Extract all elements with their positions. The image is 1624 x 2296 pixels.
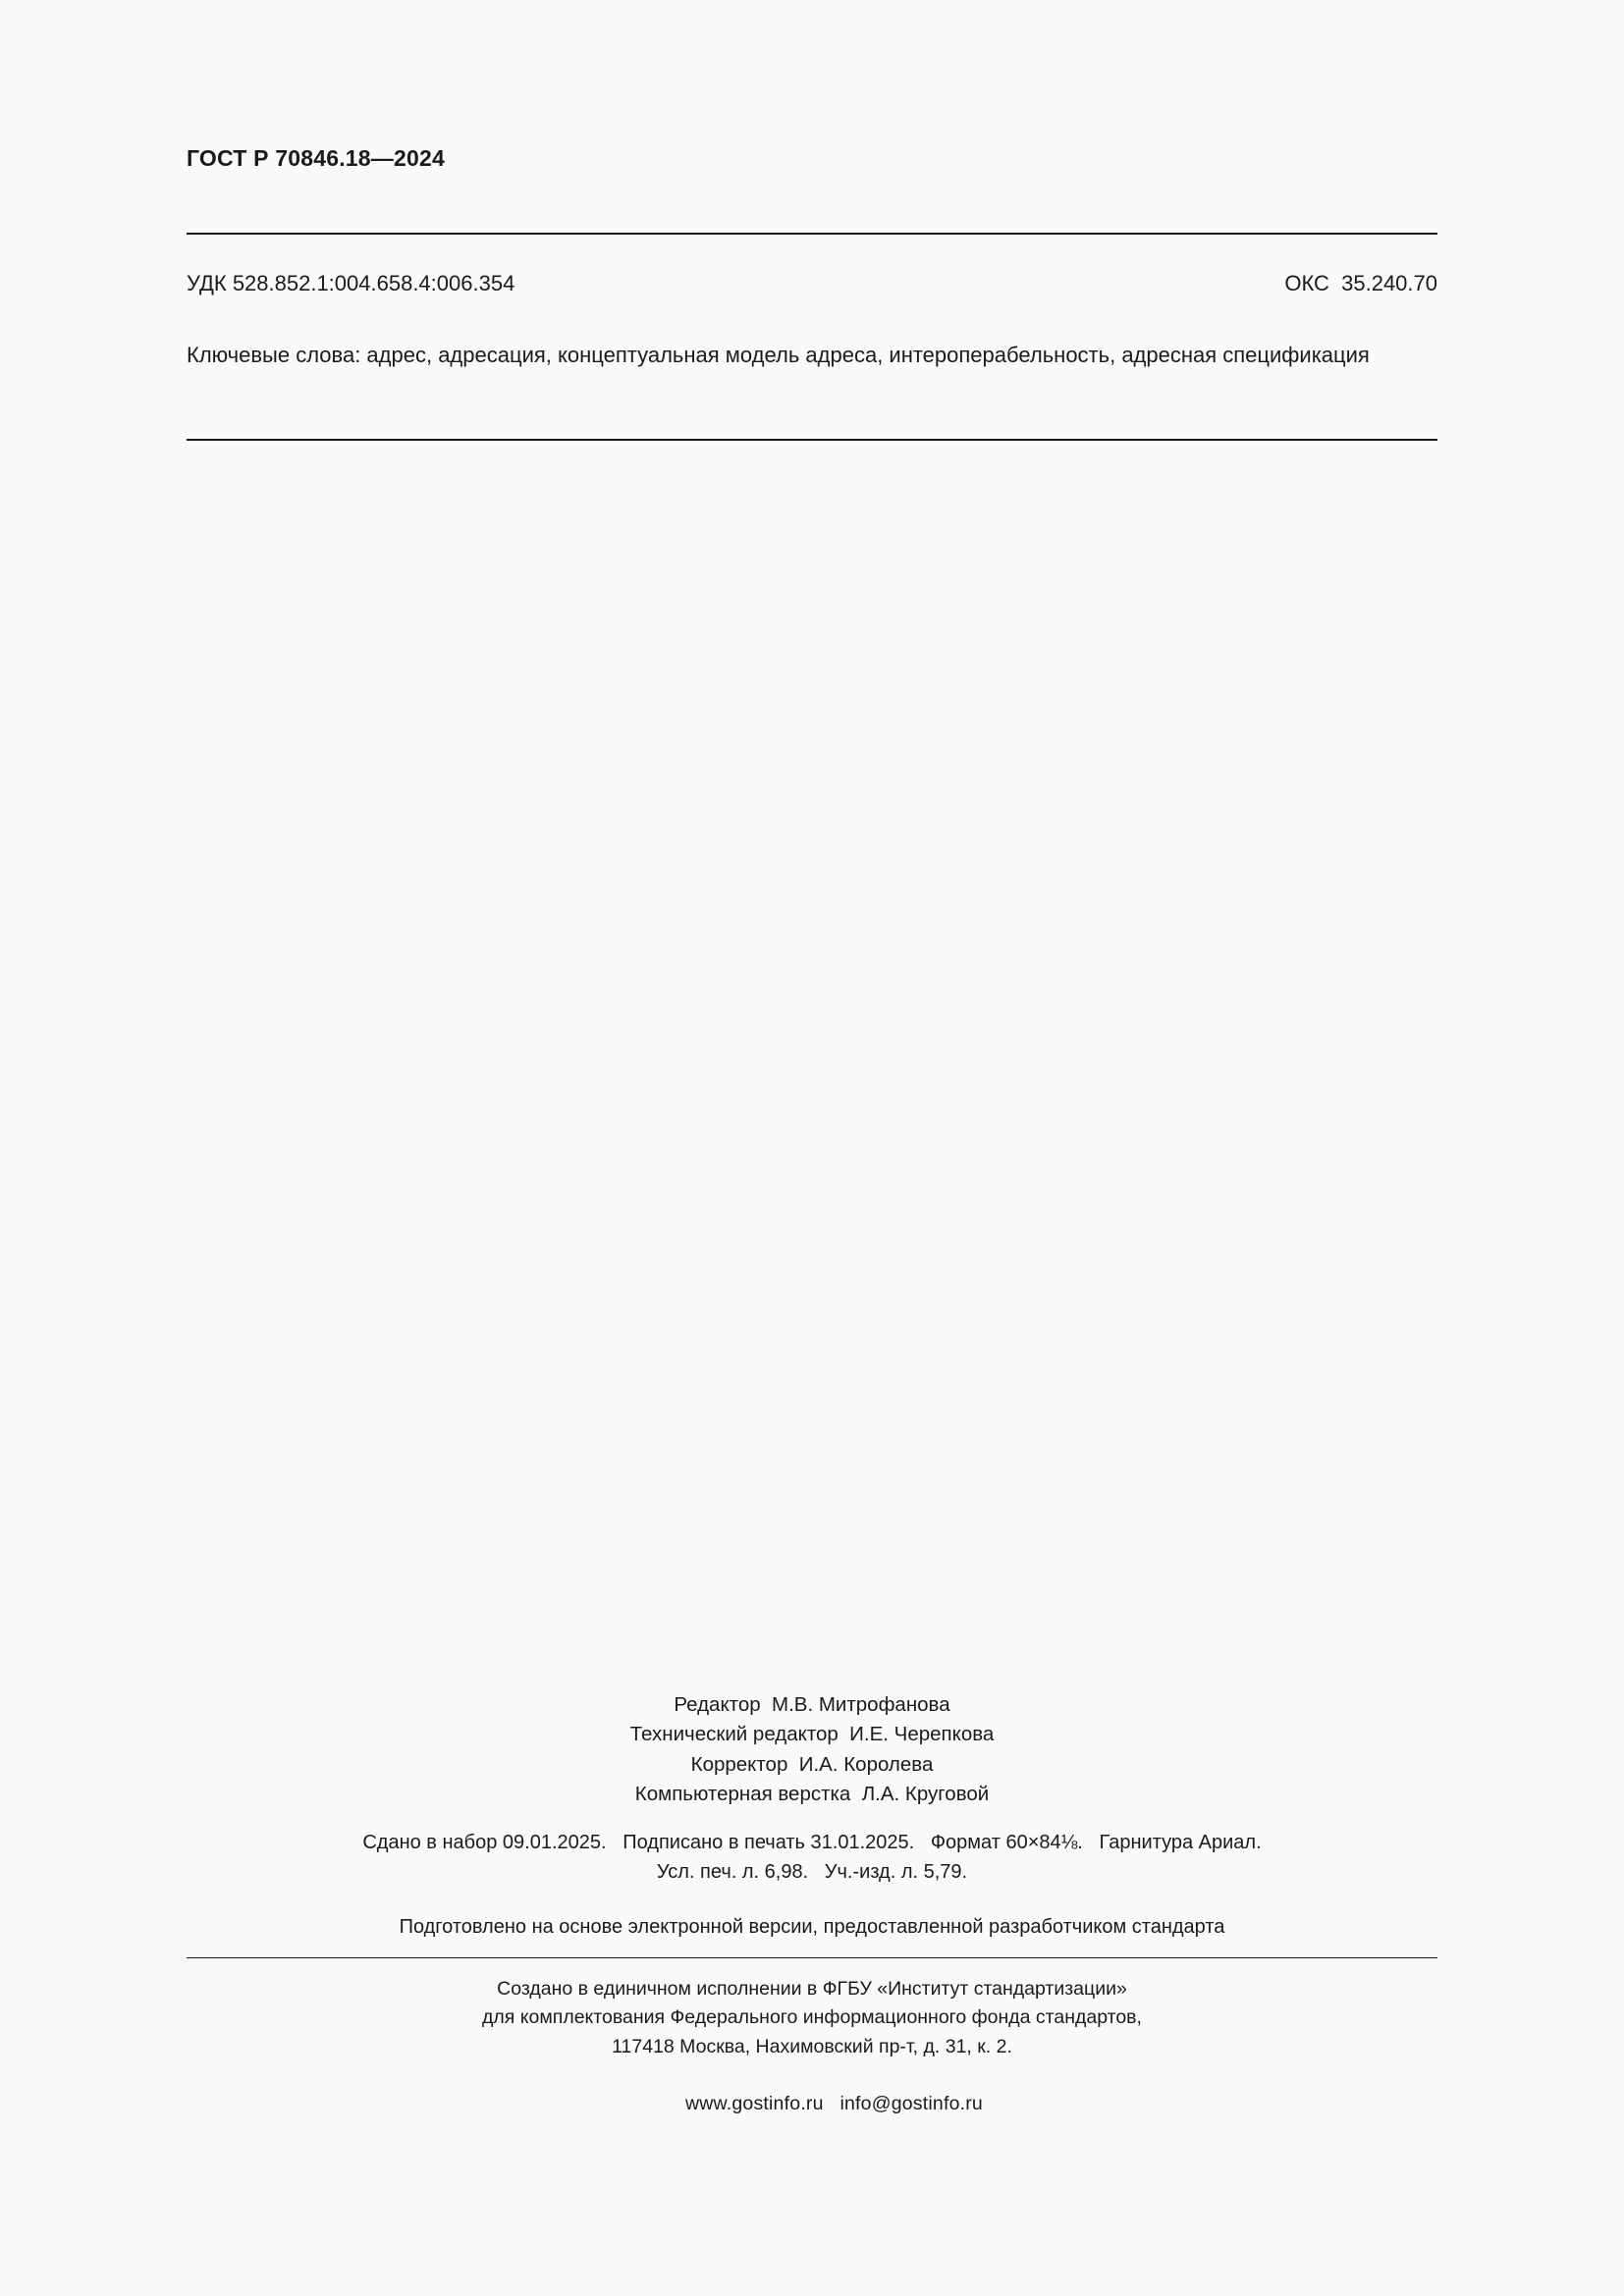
print-info-line-1: Сдано в набор 09.01.2025. Подписано в печать 31.01.2025. Формат 60×84⅛. Гарнитура Ариал. (362, 1832, 1262, 1853)
credit-editor: Редактор М.В. Митрофанова (674, 1693, 950, 1716)
publisher-line-2: для комплектования Федерального информационного фонда стандартов, (482, 2006, 1142, 2029)
header-divider-bottom (187, 439, 1437, 441)
publisher-contacts (187, 2061, 1437, 2148)
publisher-address: 117418 Москва, Нахимовский пр-т, д. 31, к. 2. (612, 2035, 1012, 2057)
footer-divider (187, 1957, 1437, 1958)
oks-value: ОКС 35.240.70 (1284, 271, 1437, 295)
udk-oks-row (187, 271, 1437, 296)
keywords-paragraph: Ключевые слова: адрес, адресация, концептуальная модель адреса, интероперабельность, адресная спецификация (187, 343, 1370, 367)
credit-proofreader: Корректор И.А. Королева (690, 1752, 934, 1776)
credit-layout: Компьютерная верстка Л.А. Круговой (634, 1782, 990, 1805)
prepared-note: Подготовлено на основе электронной версии, предоставленной разработчиком стандарта (399, 1916, 1225, 1938)
udk-value: УДК 528.852.1:004.658.4:006.354 (187, 271, 515, 295)
credits-block (187, 1690, 1437, 1809)
header-divider-top (187, 233, 1437, 235)
credit-technical-editor: Технический редактор И.Е. Черепкова (629, 1723, 995, 1746)
publisher-line-1: Создано в единичном исполнении в ФГБУ «Институт стандартизации» (497, 1978, 1127, 2000)
print-info-line-2: Усл. печ. л. 6,98. Уч.-изд. л. 5,79. (656, 1861, 968, 1883)
publisher-block (187, 1975, 1437, 2148)
publisher-email[interactable]: info@gostinfo.ru (839, 2093, 983, 2114)
contacts-spacer (824, 2093, 840, 2114)
print-info-block (187, 1828, 1437, 1887)
publisher-website[interactable]: www.gostinfo.ru (684, 2093, 824, 2114)
page-content (187, 0, 1437, 2296)
document-designation: ГОСТ Р 70846.18—2024 (187, 145, 445, 171)
